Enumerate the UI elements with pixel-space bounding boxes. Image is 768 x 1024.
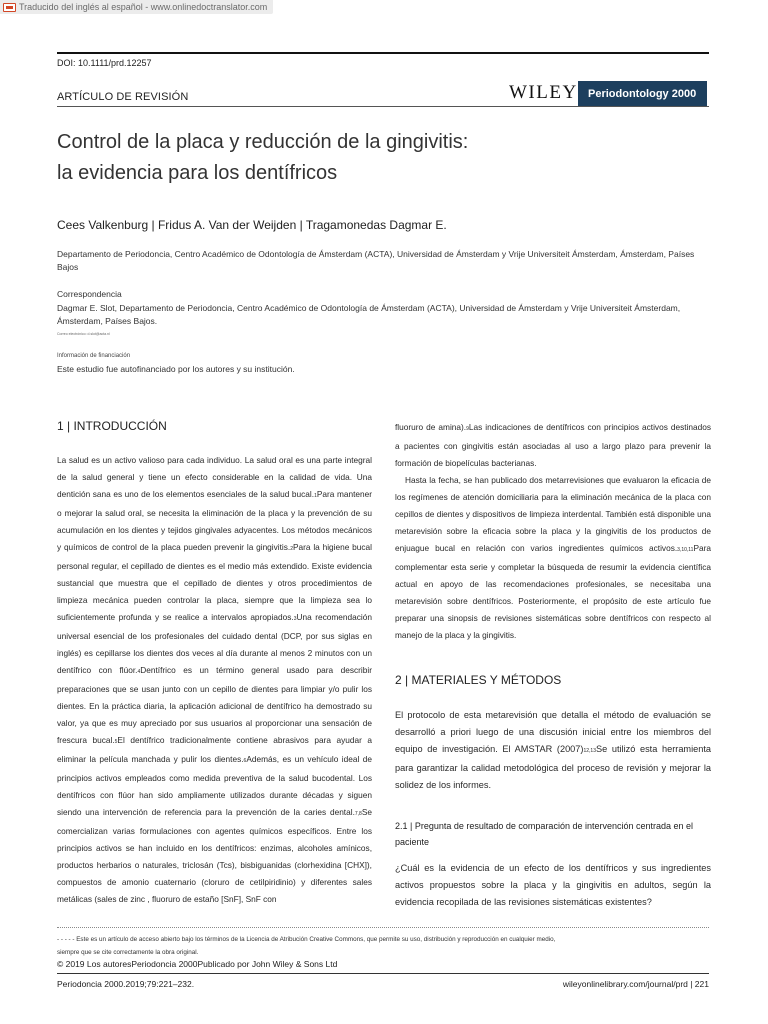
- text-run: El protocolo de esta metarevisión que detalla el método de evaluación se desarrolló a priori luego de una discusión inicial entre los miembros del equipo de investigación. El AMSTAR (2007): [395, 710, 711, 754]
- translator-banner-text[interactable]: Traducido del inglés al español - www.onlinedoctranslator.com: [19, 2, 268, 12]
- correspondence-text: Dagmar E. Slot, Departamento de Periodoncia, Centro Académico de Odontología de Ámsterdam (ACTA), Universidad de Ámsterdam y Vrije Universiteit Ámsterdam, Ámsterdam, Países Bajos.: [57, 303, 681, 326]
- methods-paragraph: [395, 707, 711, 794]
- title-line-2: la evidencia para los dentífricos: [57, 162, 338, 184]
- text-run: El dentífrico tradicionalmente contiene abrasivos para ayudar a eliminar la película manchada y pulir los dientes.: [57, 735, 372, 764]
- intro-paragraph: [57, 452, 372, 908]
- copyright: © 2019 Los autoresPeriodoncia 2000Publicado por John Wiley & Sons Ltd: [57, 959, 338, 969]
- methods-text: [395, 707, 711, 794]
- text-run: Para mantener o mejorar la salud oral, se necesita la eliminación de la placa y la prevención de su acumulación en los dientes y tejidos gingivales adyacentes. Los métodos mecánicos y químicos de control de la placa pueden prevenir la gingivitis.: [57, 489, 372, 552]
- citation-ref[interactable]: 6: [243, 758, 247, 764]
- doi[interactable]: DOI: 10.1111/prd.12257: [57, 58, 152, 68]
- article-type: ARTÍCULO DE REVISIÓN: [57, 91, 189, 103]
- license-line-1[interactable]: - - - - - Este es un artículo de acceso abierto bajo los términos de la Licencia de Atribución Creative Commons, que permite su uso, distribución y reproducción en cualquier medio,: [57, 936, 556, 943]
- pico-question: [395, 860, 711, 911]
- footer-url[interactable]: wileyonlinelibrary.com/journal/prd | 221: [562, 979, 709, 989]
- citation-ref[interactable]: 2: [290, 546, 294, 552]
- text-run: Las indicaciones de dentífricos con principios activos destinados a pacientes con gingivitis están asociadas al uso a largo plazo para prevenir la formación de biopelículas bacterianas.: [395, 422, 711, 468]
- citation-ref[interactable]: 1: [314, 493, 317, 499]
- title-line-1: Control de la placa y reducción de la gingivitis:: [57, 131, 469, 153]
- email-link[interactable]: Correo electrónico: d.slot@acta.nl: [57, 332, 110, 336]
- citation-ref[interactable]: 4: [137, 669, 141, 675]
- correspondence-label: Correspondencia: [57, 289, 122, 299]
- footnote-divider: [57, 927, 709, 928]
- left-column: [57, 452, 372, 908]
- funding-label: Información de financiación: [57, 353, 131, 359]
- intro-continuation: [395, 419, 711, 472]
- text-run: Además, es un vehículo ideal de principios activos empleados como medida preventiva de la salud bucodental. Los dentífricos con flúor han sido ampliamente utilizados durante décadas y siguen siendo una intervención de referencia para la prevención de la caries dental.: [57, 754, 373, 817]
- intro-paragraph-2: [395, 472, 711, 644]
- translator-banner[interactable]: [0, 0, 273, 14]
- authors: Cees Valkenburg | Fridus A. Van der Weijden | Tragamonedas Dagmar E.: [57, 218, 447, 232]
- text-run: Dentífrico es un término general usado para describir preparaciones que se usan junto con un cepillo de dientes para limpiar y/o pulir los dientes. En la práctica diaria, la aplicación adicional de dentífrico ha demostrado su valor, ya que es muy apreciado por sus usuarios al proporcionar una sensación de frescura bucal.: [57, 665, 372, 745]
- footer-rule: [57, 973, 709, 974]
- text-run: Se utilizó esta herramienta para garantizar la calidad metodológica del proceso de revisión y mejorar la solidez de los informes.: [395, 744, 711, 790]
- translate-icon: [3, 3, 16, 12]
- text-run: Para la higiene bucal personal regular, el cepillado de dientes es el medio más extendido. Existe evidencia sustancial que muestra que el cepillado de dientes y otros procedimientos de limpieza mecánica pueden controlar la placa, siempre que la limpieza sea lo suficientemente profunda y se realice a intervalos apropiados.: [57, 542, 372, 622]
- text-run: fluoruro de amina).: [395, 422, 467, 432]
- license-line-2: siempre que se cite correctamente la obra original.: [57, 949, 199, 956]
- top-rule: [57, 52, 709, 54]
- publisher-logo: WILEY: [509, 82, 578, 103]
- pico-text: ¿Cuál es la evidencia de un efecto de los dentífricos y sus ingredientes activos propuestos sobre la placa y la gingivitis en adultos, según la evidencia recopilada de las revisiones sistemáticas existentes?: [395, 863, 711, 907]
- text-run: La salud es un activo valioso para cada individuo. La salud oral es una parte integral de la salud general y tiene un efecto considerable en la calidad de vida. Una dentición sana es uno de los elementos esenciales de la salud bucal.: [57, 455, 372, 499]
- header-divider: [57, 106, 709, 107]
- article-title: [57, 127, 697, 189]
- citation-ref[interactable]: 12,13: [583, 748, 596, 754]
- subsection-heading: 2.1 | Pregunta de resultado de comparación de intervención centrada en el paciente: [395, 821, 694, 847]
- text-run: Para complementar esta serie y completar la búsqueda de resumir la evidencia científica actual en apoyo de las recomendaciones profesionales, se necesitaba una metarevisión sobre dentífricos. Posteriormente, el propósito de este artículo fue preparar una sinopsis de revisiones sistemáticas sobre dentífricos con respecto al manejo de la placa y la gingivitis.: [395, 543, 711, 640]
- citation-ref[interactable]: 9: [466, 426, 469, 432]
- citation-ref[interactable]: 3: [293, 616, 297, 622]
- footer-citation: Periodoncia 2000.2019;79:221–232.: [57, 979, 195, 989]
- affiliation: Departamento de Periodoncia, Centro Académico de Odontología de Ámsterdam (ACTA), Universidad de Ámsterdam y Vrije Universiteit Ámsterdam, Ámsterdam, Países Bajos: [57, 249, 695, 272]
- right-column-intro: [395, 419, 711, 644]
- citation-ref[interactable]: 7,8: [354, 811, 362, 817]
- text-run: Se comercializan varias formulaciones con agentes químicos específicos. Entre los principios activos se han incluido en los dentífricos: enzimas, alcoholes amínicos, productos herbarios o naturales, triclosán (Tcs), bisbiguanidas (clorhexidina [CHX]), compuestos de amonio cuaternario (cloruro de cetilpiridinio) y diferentes sales metálicas (sales de zinc , fluoruro de estaño [SnF], SnF con: [57, 807, 372, 904]
- intro-heading: 1 | INTRODUCCIÓN: [57, 419, 167, 433]
- funding-text: Este estudio fue autofinanciado por los autores y su institución.: [57, 364, 295, 374]
- journal-badge: Periodontology 2000: [578, 81, 707, 106]
- citation-ref[interactable]: 3,10,11: [677, 547, 694, 553]
- citation-ref[interactable]: 5: [114, 739, 118, 745]
- text-run: Una recomendación universal esencial de los profesionales del cuidado dental (DCP, por sus siglas en inglés) es cepillarse los dientes dos veces al día durante al menos 2 minutos con un dentífrico con flúor.: [57, 612, 372, 675]
- license-note: [57, 933, 717, 959]
- methods-heading: 2 | MATERIALES Y MÉTODOS: [395, 673, 562, 687]
- text-run: Hasta la fecha, se han publicado dos metarrevisiones que evaluaron la eficacia de los regímenes de atención domiciliaria para la eliminación mecánica de la placa con cepillos de dientes y dispositivos de limpieza interdental. También está disponible una metarevisión sobre la eficacia sobre la placa y la gingivitis de los productos de enjuague bucal en relación con varios ingredientes químicos activos.: [395, 475, 711, 553]
